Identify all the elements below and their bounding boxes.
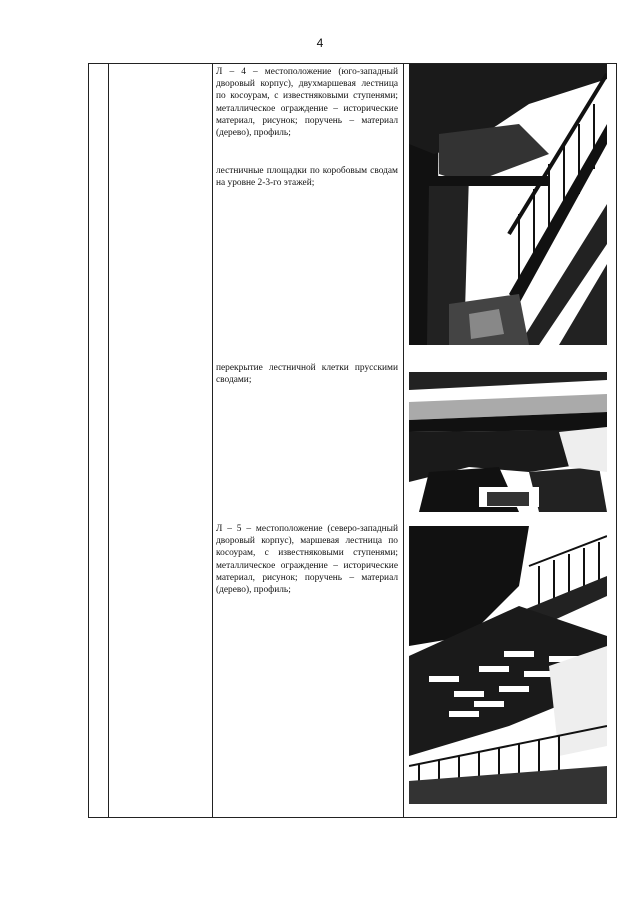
column-divider [212, 63, 213, 818]
row-1-paragraph-1: Л – 4 – местоположение (юго-западный дворовый корпус), двухмаршевая лестница по косоурам, с известняковыми ступенями; металлическое ограждение – исторические материал, рисунок; поручень – материал (дерево), профиль; [216, 67, 398, 139]
table-left-border [88, 63, 89, 818]
staircase-photo [409, 64, 607, 345]
row-2-paragraph-1: перекрытие лестничной клетки прусскими сводами; [216, 363, 398, 386]
column-divider [108, 63, 109, 818]
row-2-text [216, 362, 398, 386]
column-divider [403, 63, 404, 818]
row-3-paragraph-1: Л – 5 – местоположение (северо-западный дворовый корпус), маршевая лестница по косоурам, с известняковыми ступенями; металлическое ограждение – исторические материал, рисунок; поручень – материал (дерево), профиль; [216, 524, 398, 596]
staircase-l5-photo [409, 526, 607, 804]
row-3-text [216, 523, 398, 596]
ceiling-vault-photo [409, 372, 607, 512]
row-1-text [216, 66, 398, 190]
table-right-border [616, 63, 617, 818]
row-1-paragraph-2: лестничные площадки по коробовым сводам на уровне 2-3-го этажей; [216, 166, 398, 189]
table-bottom-border [88, 817, 617, 818]
page-number: 4 [316, 36, 324, 50]
